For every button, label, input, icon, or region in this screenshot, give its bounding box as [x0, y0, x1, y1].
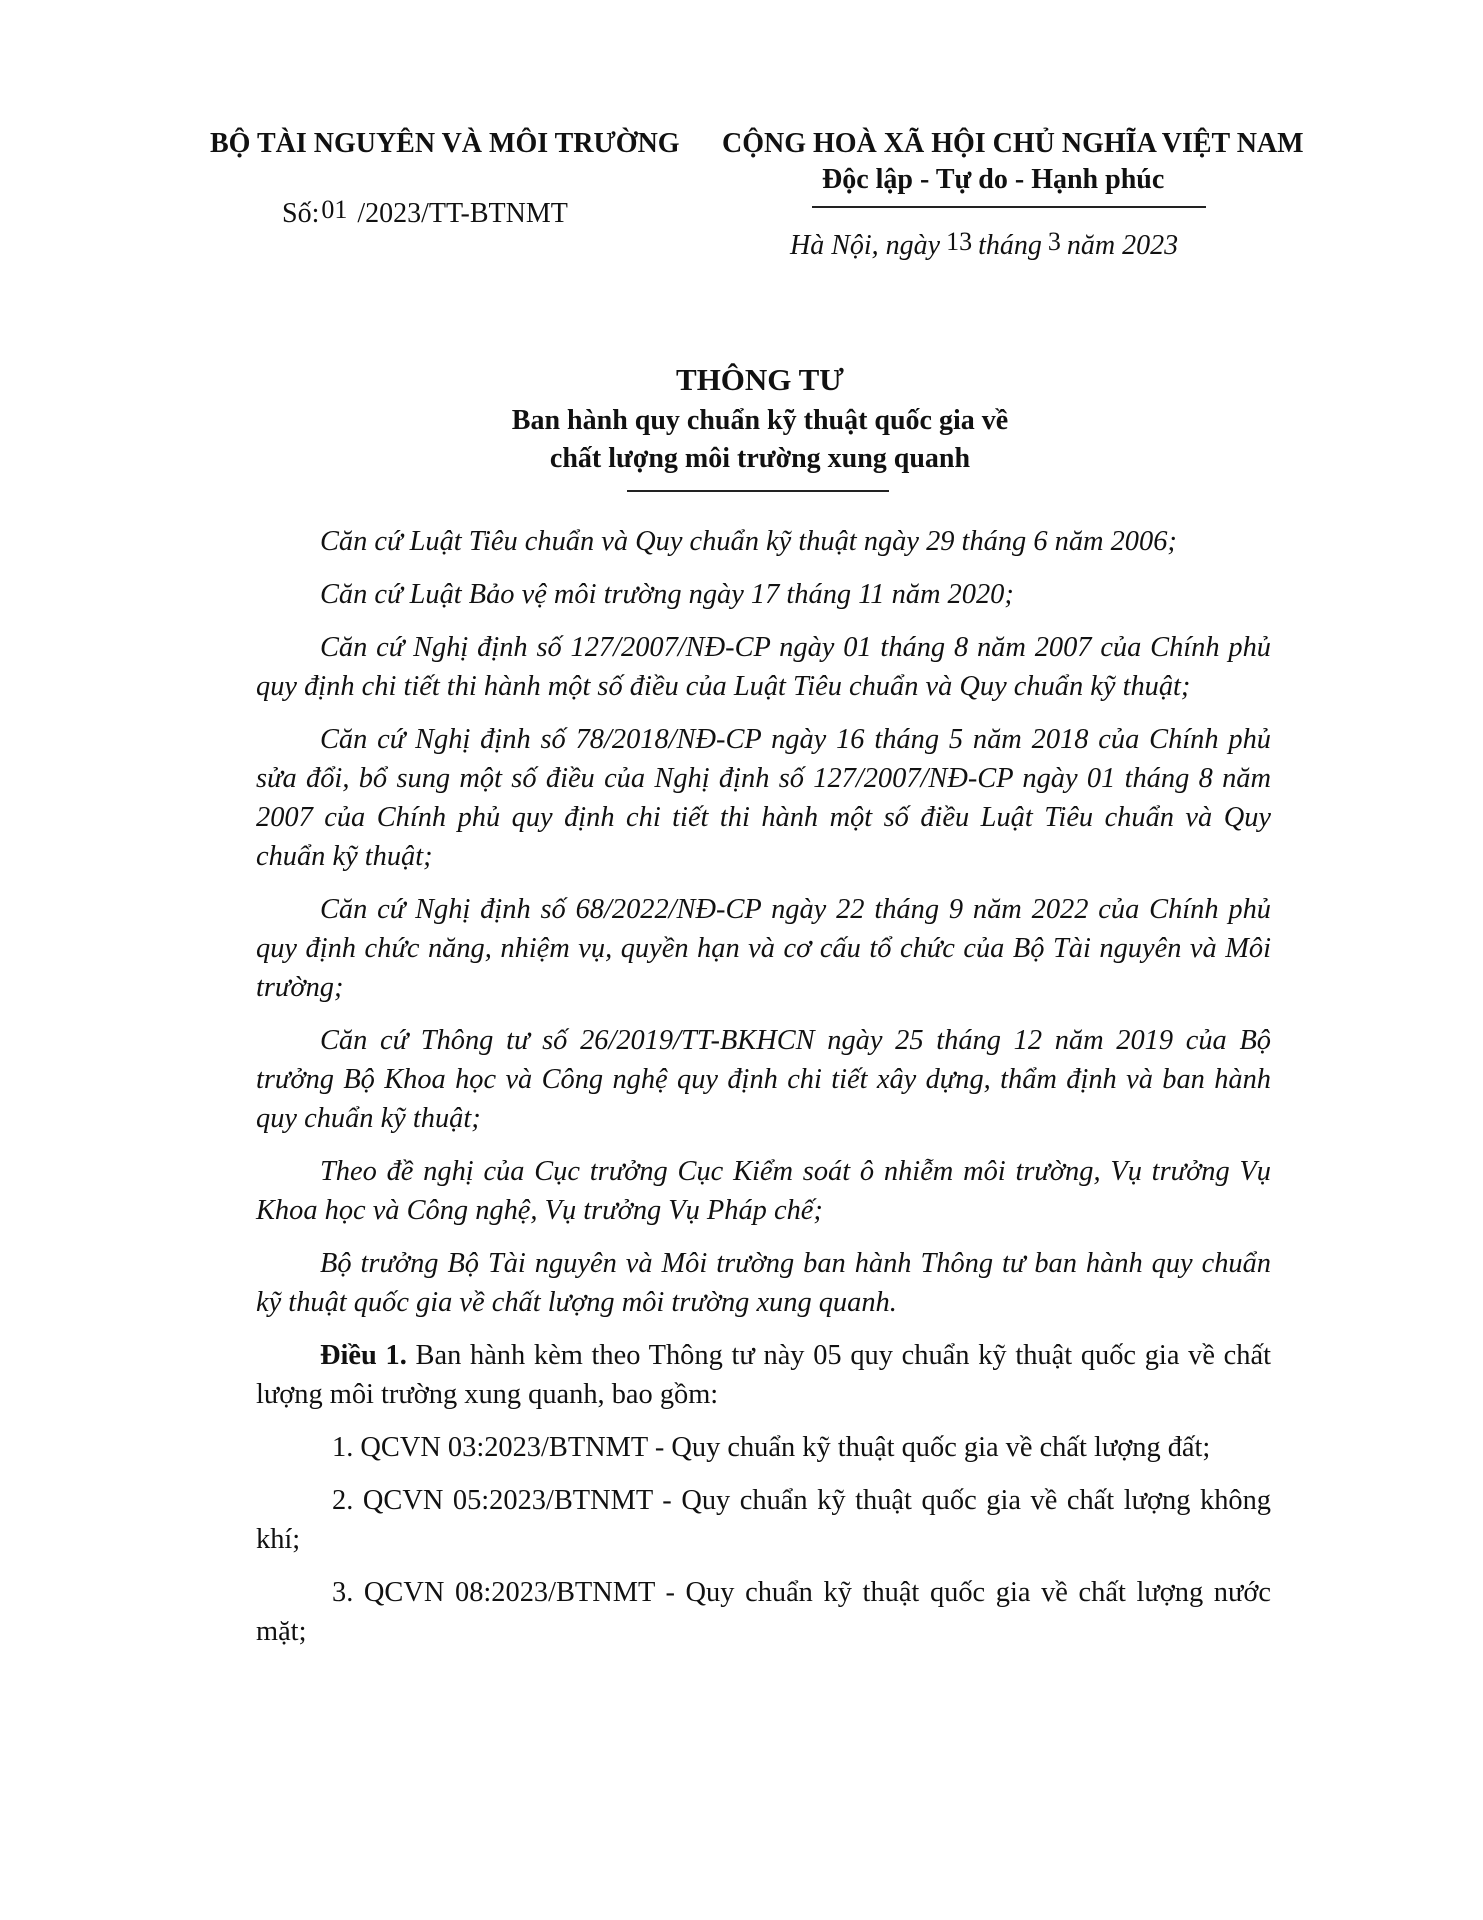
- article-1-text: Ban hành kèm theo Thông tư này 05 quy chuẩn kỹ thuật quốc gia về chất lượng môi trường xung quanh, bao gồm:: [256, 1340, 1271, 1410]
- document-number: [282, 195, 568, 230]
- date-month-label: tháng: [978, 230, 1042, 261]
- regulation-item: 3. QCVN 08:2023/BTNMT - Quy chuẩn kỹ thuật quốc gia về chất lượng nước mặt;: [256, 1577, 1271, 1647]
- title-underline: [627, 490, 889, 492]
- proposal-basis: Theo đề nghị của Cục trưởng Cục Kiểm soát ô nhiễm môi trường, Vụ trưởng Vụ Khoa học và Công nghệ, Vụ trưởng Vụ Pháp chế;: [256, 1156, 1271, 1226]
- legal-basis: Căn cứ Nghị định số 127/2007/NĐ-CP ngày 01 tháng 8 năm 2007 của Chính phủ quy định chi tiết thi hành một số điều của Luật Tiêu chuẩn và Quy chuẩn kỹ thuật;: [256, 632, 1271, 702]
- national-title: CỘNG HOÀ XÃ HỘI CHỦ NGHĨA VIỆT NAM: [722, 128, 1304, 159]
- legal-basis: Căn cứ Luật Bảo vệ môi trường ngày 17 tháng 11 năm 2020;: [320, 579, 1014, 610]
- national-motto: Độc lập - Tự do - Hạnh phúc: [822, 164, 1165, 195]
- legal-basis: Căn cứ Nghị định số 78/2018/NĐ-CP ngày 16 tháng 5 năm 2018 của Chính phủ sửa đổi, bổ sung một số điều của Nghị định số 127/2007/NĐ-CP ngày 01 tháng 8 năm 2007 của Chính phủ quy định chi tiết thi hành một số điều Luật Tiêu chuẩn và Quy chuẩn kỹ thuật;: [256, 724, 1271, 872]
- legal-basis: Căn cứ Thông tư số 26/2019/TT-BKHCN ngày 25 tháng 12 năm 2019 của Bộ trưởng Bộ Khoa học và Công nghệ quy định chi tiết xây dựng, thẩm định và ban hành quy chuẩn kỹ thuật;: [256, 1025, 1271, 1134]
- date-line: [790, 227, 1179, 262]
- date-year: năm 2023: [1066, 230, 1179, 261]
- regulation-item: 2. QCVN 05:2023/BTNMT - Quy chuẩn kỹ thuật quốc gia về chất lượng không khí;: [256, 1485, 1271, 1555]
- article-1: [256, 1336, 1271, 1414]
- issuing-agency: BỘ TÀI NGUYÊN VÀ MÔI TRƯỜNG: [210, 128, 680, 159]
- doc-number-suffix: /2023/TT-BTNMT: [357, 198, 568, 229]
- issuance-statement: Bộ trưởng Bộ Tài nguyên và Môi trường ban hành Thông tư ban hành quy chuẩn kỹ thuật quốc gia về chất lượng môi trường xung quanh.: [256, 1248, 1271, 1318]
- motto-underline: [812, 206, 1206, 208]
- date-day: 13: [946, 227, 973, 256]
- legal-basis: Căn cứ Luật Tiêu chuẩn và Quy chuẩn kỹ thuật ngày 29 tháng 6 năm 2006;: [320, 526, 1177, 557]
- date-place: Hà Nội, ngày: [790, 230, 941, 261]
- date-month: 3: [1047, 227, 1061, 256]
- title-block: [200, 358, 1320, 478]
- title-line-1: Ban hành quy chuẩn kỹ thuật quốc gia về: [511, 405, 1009, 436]
- document-body: [256, 522, 1271, 1665]
- doc-number-handwritten: 01: [321, 195, 348, 224]
- regulation-item: 1. QCVN 03:2023/BTNMT - Quy chuẩn kỹ thuật quốc gia về chất lượng đất;: [332, 1432, 1211, 1463]
- doc-number-prefix: Số:: [282, 198, 320, 229]
- legal-basis: Căn cứ Nghị định số 68/2022/NĐ-CP ngày 22 tháng 9 năm 2022 của Chính phủ quy định chức năng, nhiệm vụ, quyền hạn và cơ cấu tổ chức của Bộ Tài nguyên và Môi trường;: [256, 894, 1271, 1003]
- document-type: THÔNG TƯ: [676, 362, 844, 397]
- article-1-label: Điều 1.: [320, 1340, 407, 1371]
- title-line-2: chất lượng môi trường xung quanh: [549, 443, 971, 474]
